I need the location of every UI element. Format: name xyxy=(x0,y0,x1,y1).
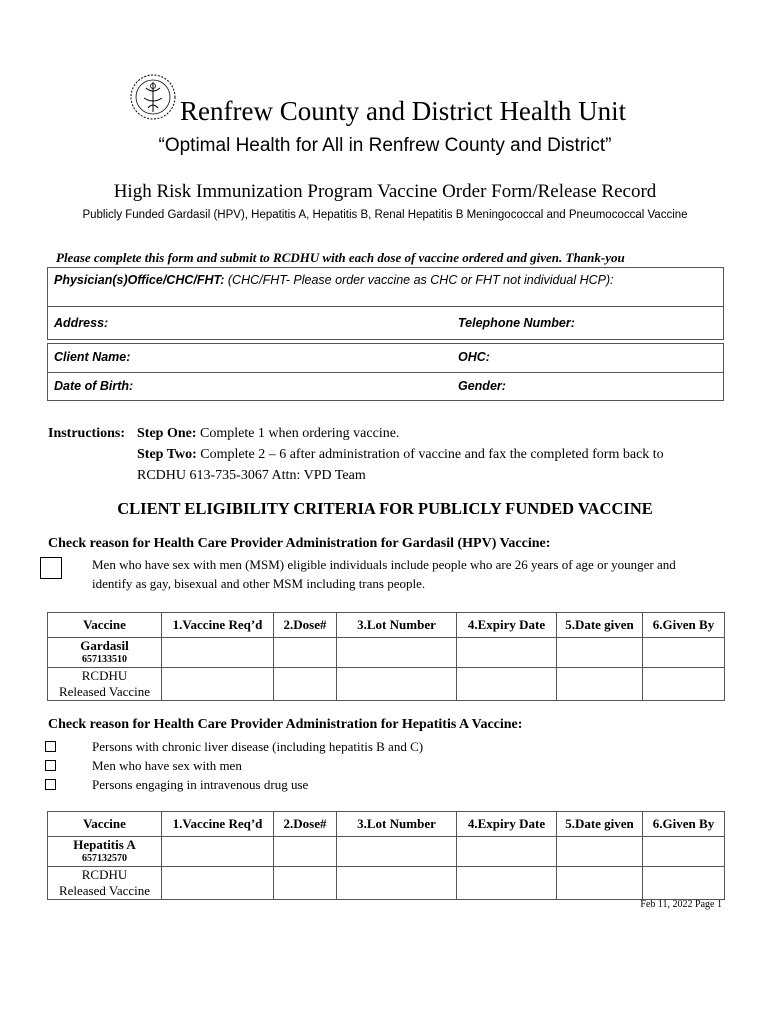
lot-number-cell[interactable] xyxy=(337,638,457,668)
vaccine-name-cell xyxy=(48,638,162,668)
column-header: 4.Expiry Date xyxy=(457,812,557,837)
given-by-cell[interactable] xyxy=(643,638,725,668)
dose-cell[interactable] xyxy=(274,638,337,668)
organization-motto: “Optimal Health for All in Renfrew County and District” xyxy=(158,135,612,156)
step-one-label: Step One: xyxy=(137,426,197,441)
dose-cell[interactable] xyxy=(274,837,337,867)
form-title: High Risk Immunization Program Vaccine Order Form/Release Record xyxy=(113,181,657,202)
date-given-cell[interactable] xyxy=(557,638,643,668)
section-title: CLIENT ELIGIBILITY CRITERIA FOR PUBLICLY FUNDED VACCINE xyxy=(117,499,653,518)
table-row xyxy=(48,638,725,668)
divider xyxy=(48,306,723,307)
expiry-date-cell[interactable] xyxy=(457,837,557,867)
released-vaccine-cell xyxy=(48,668,162,701)
column-header: 2.Dose# xyxy=(274,613,337,638)
given-by-cell[interactable] xyxy=(643,668,725,701)
column-header: 6.Given By xyxy=(643,613,725,638)
expiry-date-cell[interactable] xyxy=(457,668,557,701)
given-by-cell[interactable] xyxy=(643,837,725,867)
address-field[interactable]: Address: xyxy=(54,316,109,330)
hepatitis-a-liver-disease-checkbox[interactable] xyxy=(45,741,56,752)
table-header-row xyxy=(48,812,725,837)
gardasil-heading: Check reason for Health Care Provider Administration for Gardasil (HPV) Vaccine: xyxy=(48,536,551,551)
hepatitis-a-criteria: Persons engaging in intravenous drug use xyxy=(92,777,309,792)
column-header: 4.Expiry Date xyxy=(457,613,557,638)
step-one-text: Complete 1 when ordering vaccine. xyxy=(200,426,400,441)
given-by-cell[interactable] xyxy=(643,867,725,900)
vaccine-name: Gardasil xyxy=(80,637,129,653)
hepatitis-a-vaccine-table xyxy=(47,811,725,900)
step-two-label: Step Two: xyxy=(137,447,197,462)
column-header: 5.Date given xyxy=(557,812,643,837)
gardasil-criteria-line-2: identify as gay, bisexual and other MSM including trans people. xyxy=(92,576,426,591)
page-footer: Feb 11, 2022 Page 1 xyxy=(640,899,722,910)
column-header: 6.Given By xyxy=(643,812,725,837)
vaccine-reqd-cell[interactable] xyxy=(162,837,274,867)
table-row xyxy=(48,837,725,867)
ohc-field[interactable]: OHC: xyxy=(458,350,490,364)
gardasil-vaccine-table xyxy=(47,612,725,701)
date-of-birth-field[interactable]: Date of Birth: xyxy=(54,379,134,393)
vaccine-reqd-cell[interactable] xyxy=(162,867,274,900)
form-subtitle: Publicly Funded Gardasil (HPV), Hepatitis A, Hepatitis B, Renal Hepatitis B Meningococcal and Pneumococcal Vaccine xyxy=(82,209,688,221)
gardasil-criteria-line-1: Men who have sex with men (MSM) eligible individuals include people who are 26 years of age or younger and xyxy=(92,557,676,572)
column-header: 2.Dose# xyxy=(274,812,337,837)
physician-office-note: (CHC/FHT- Please order vaccine as CHC or FHT not individual HCP): xyxy=(227,273,614,287)
expiry-date-cell[interactable] xyxy=(457,867,557,900)
column-header: 1.Vaccine Req’d xyxy=(162,613,274,638)
column-header: Vaccine xyxy=(48,613,162,638)
released-line-1: RCDHU xyxy=(81,668,128,683)
date-given-cell[interactable] xyxy=(557,668,643,701)
hepatitis-a-criteria: Persons with chronic liver disease (including hepatitis B and C) xyxy=(92,739,424,754)
physician-info-box xyxy=(47,267,724,340)
vaccine-reqd-cell[interactable] xyxy=(162,668,274,701)
vaccine-code: 657132570 xyxy=(82,852,127,864)
column-header: 5.Date given xyxy=(557,613,643,638)
physician-office-field[interactable] xyxy=(54,273,614,287)
released-line-2: Released Vaccine xyxy=(58,883,151,898)
released-vaccine-cell xyxy=(48,867,162,900)
vaccine-reqd-cell[interactable] xyxy=(162,638,274,668)
hepatitis-a-heading: Check reason for Health Care Provider Administration for Hepatitis A Vaccine: xyxy=(48,717,523,732)
organization-name: Renfrew County and District Health Unit xyxy=(180,96,627,126)
instructions-label: Instructions: xyxy=(48,426,126,441)
hepatitis-a-msm-checkbox[interactable] xyxy=(45,760,56,771)
client-info-box xyxy=(47,343,724,401)
lot-number-cell[interactable] xyxy=(337,837,457,867)
vaccine-code: 657133510 xyxy=(82,653,127,665)
table-header-row xyxy=(48,613,725,638)
released-line-2: Released Vaccine xyxy=(58,684,151,699)
health-unit-logo-icon xyxy=(128,72,178,122)
lot-number-cell[interactable] xyxy=(337,668,457,701)
released-line-1: RCDHU xyxy=(81,867,128,882)
hepatitis-a-iv-drug-use-checkbox[interactable] xyxy=(45,779,56,790)
date-given-cell[interactable] xyxy=(557,837,643,867)
gardasil-msm-checkbox[interactable] xyxy=(40,557,62,579)
physician-office-label: Physician(s)Office/CHC/FHT: xyxy=(54,273,225,287)
vaccine-name-cell xyxy=(48,837,162,867)
column-header: 3.Lot Number xyxy=(337,613,457,638)
date-given-cell[interactable] xyxy=(557,867,643,900)
dose-cell[interactable] xyxy=(274,668,337,701)
step-two-fax-text: RCDHU 613-735-3067 Attn: VPD Team xyxy=(137,468,366,483)
column-header: Vaccine xyxy=(48,812,162,837)
expiry-date-cell[interactable] xyxy=(457,638,557,668)
dose-cell[interactable] xyxy=(274,867,337,900)
gender-field[interactable]: Gender: xyxy=(458,379,506,393)
column-header: 1.Vaccine Req’d xyxy=(162,812,274,837)
lot-number-cell[interactable] xyxy=(337,867,457,900)
divider xyxy=(48,372,723,373)
submission-instruction: Please complete this form and submit to RCDHU with each dose of vaccine ordered and given. Thank-you xyxy=(56,250,625,265)
column-header: 3.Lot Number xyxy=(337,812,457,837)
table-row xyxy=(48,668,725,701)
hepatitis-a-criteria: Men who have sex with men xyxy=(92,758,242,773)
client-name-field[interactable]: Client Name: xyxy=(54,350,131,364)
vaccine-name: Hepatitis A xyxy=(73,836,136,852)
step-two-text: Complete 2 – 6 after administration of vaccine and fax the completed form back to xyxy=(200,447,664,462)
table-row xyxy=(48,867,725,900)
telephone-field[interactable]: Telephone Number: xyxy=(458,316,575,330)
